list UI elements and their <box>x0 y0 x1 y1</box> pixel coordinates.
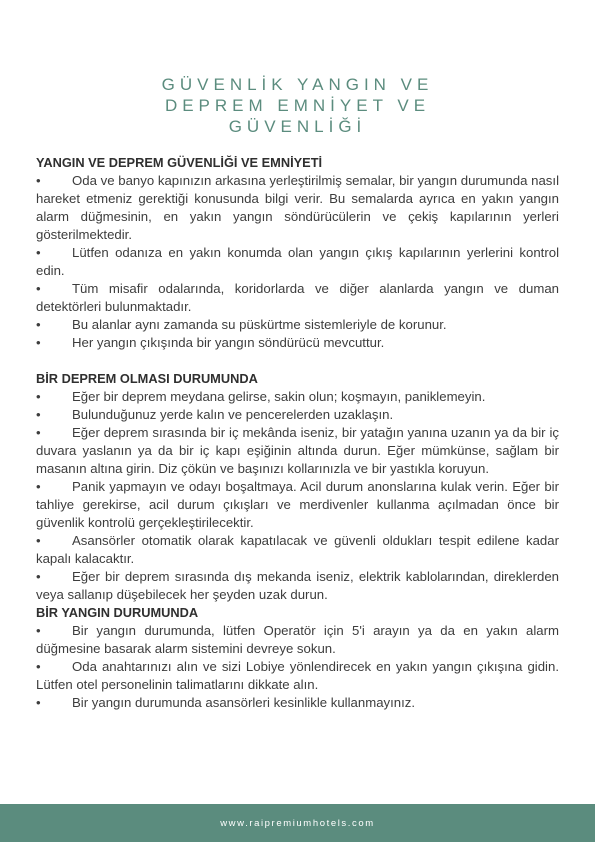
section-heading: BİR YANGIN DURUMUNDA <box>36 605 199 620</box>
list-item-text: Bulunduğunuz yerde kalın ve pencerelerden uzaklaşın. <box>72 407 394 422</box>
list-item <box>36 658 559 694</box>
list-item-text: Lütfen odanıza en yakın konumda olan yangın çıkış kapılarının yerlerini kontrol edin. <box>36 245 559 278</box>
list-item <box>36 478 559 532</box>
list-item <box>36 334 559 352</box>
list-item-text: Asansörler otomatik olarak kapatılacak ve güvenli oldukları tespit edilene kadar kapalı kalacaktır. <box>36 533 559 566</box>
bullet-icon: • <box>36 281 41 296</box>
list-item <box>36 316 559 334</box>
bullet-icon: • <box>36 659 41 674</box>
list-item <box>36 622 559 658</box>
list-item <box>36 172 559 244</box>
bullet-icon: • <box>36 335 41 350</box>
bullet-icon: • <box>36 695 41 710</box>
list-item-text: Oda ve banyo kapınızın arkasına yerleştirilmiş semalar, bir yangın durumunda nasıl hareket etmeniz gerektiği konusunda bilgi verir. Bu semalarda ayrıca en yakın yangın alarm düğmesinin, en yakın yangın söndürücülerin ve çekiş kapılarının yerleri gösterilmektedir. <box>36 173 559 242</box>
title-line: DEPREM EMNİYET VE <box>164 96 431 115</box>
bullet-icon: • <box>36 425 41 440</box>
bullet-icon: • <box>36 389 41 404</box>
list-item-text: Bir yangın durumunda, lütfen Operatör için 5'i arayın ya da en yakın alarm düğmesine basarak alarm sistemini devreye sokun. <box>36 623 559 656</box>
bullet-icon: • <box>36 407 41 422</box>
list-item <box>36 424 559 478</box>
bullet-icon: • <box>36 245 41 260</box>
list-item <box>36 568 559 604</box>
bullet-icon: • <box>36 533 41 548</box>
list-item-text: Oda anahtarınızı alın ve sizi Lobiye yönlendirecek en yakın yangın çıkışına gidin. Lütfen otel personelinin talimatlarını dikkate alın. <box>36 659 559 692</box>
footer-bar <box>0 804 595 842</box>
list-item <box>36 532 559 568</box>
list-item-text: Eğer deprem sırasında bir iç mekânda iseniz, bir yatağın yanına uzanın ya da bir iç duvara yaslanın ya da bir iç kapı eşiğinin altında durun. Eğer mümkünse, sağlam bir masanın altına girin. Diz çökün ve başınızı kollarınızla ve bir yastıkla koruyun. <box>36 425 559 476</box>
list-item-text: Bir yangın durumunda asansörleri kesinlikle kullanmayınız. <box>72 695 416 710</box>
list-item <box>36 406 559 424</box>
section-heading: YANGIN VE DEPREM GÜVENLİĞİ VE EMNİYETİ <box>36 155 323 170</box>
list-item-text: Eğer bir deprem meydana gelirse, sakin olun; koşmayın, paniklemeyin. <box>72 389 486 404</box>
page-title <box>0 74 595 137</box>
bullet-icon: • <box>36 317 41 332</box>
bullet-icon: • <box>36 173 41 188</box>
bullet-icon: • <box>36 569 41 584</box>
title-line: GÜVENLİK YANGIN VE <box>161 75 434 94</box>
list-item-text: Panik yapmayın ve odayı boşaltmaya. Acil durum anonslarına kulak verin. Eğer bir tahliye gerekirse, acil durum çıkışları ve merdivenler kullanma açılmadan önce bir güvenlik kontrolü gerçekleştirilecektir. <box>36 479 559 530</box>
list-item-text: Tüm misafir odalarında, koridorlarda ve diğer alanlarda yangın ve duman detektörleri bulunmaktadır. <box>36 281 559 314</box>
bullet-icon: • <box>36 479 41 494</box>
list-item <box>36 244 559 280</box>
list-item <box>36 694 559 712</box>
list-item <box>36 280 559 316</box>
list-item <box>36 388 559 406</box>
list-item-text: Her yangın çıkışında bir yangın söndürücü mevcuttur. <box>72 335 385 350</box>
footer-website-link[interactable]: www.raipremiumhotels.com <box>220 817 375 829</box>
section-spacer <box>36 352 559 370</box>
main-content <box>36 154 559 712</box>
title-line: GÜVENLİĞİ <box>228 117 367 136</box>
list-item-text: Bu alanlar aynı zamanda su püskürtme sistemleriyle de korunur. <box>72 317 447 332</box>
list-item-text: Eğer bir deprem sırasında dış mekanda iseniz, elektrik kablolarından, direklerden veya sallanıp düşebilecek her şeyden uzak durun. <box>36 569 559 602</box>
bullet-icon: • <box>36 623 41 638</box>
section-heading: BİR DEPREM OLMASI DURUMUNDA <box>36 371 258 386</box>
